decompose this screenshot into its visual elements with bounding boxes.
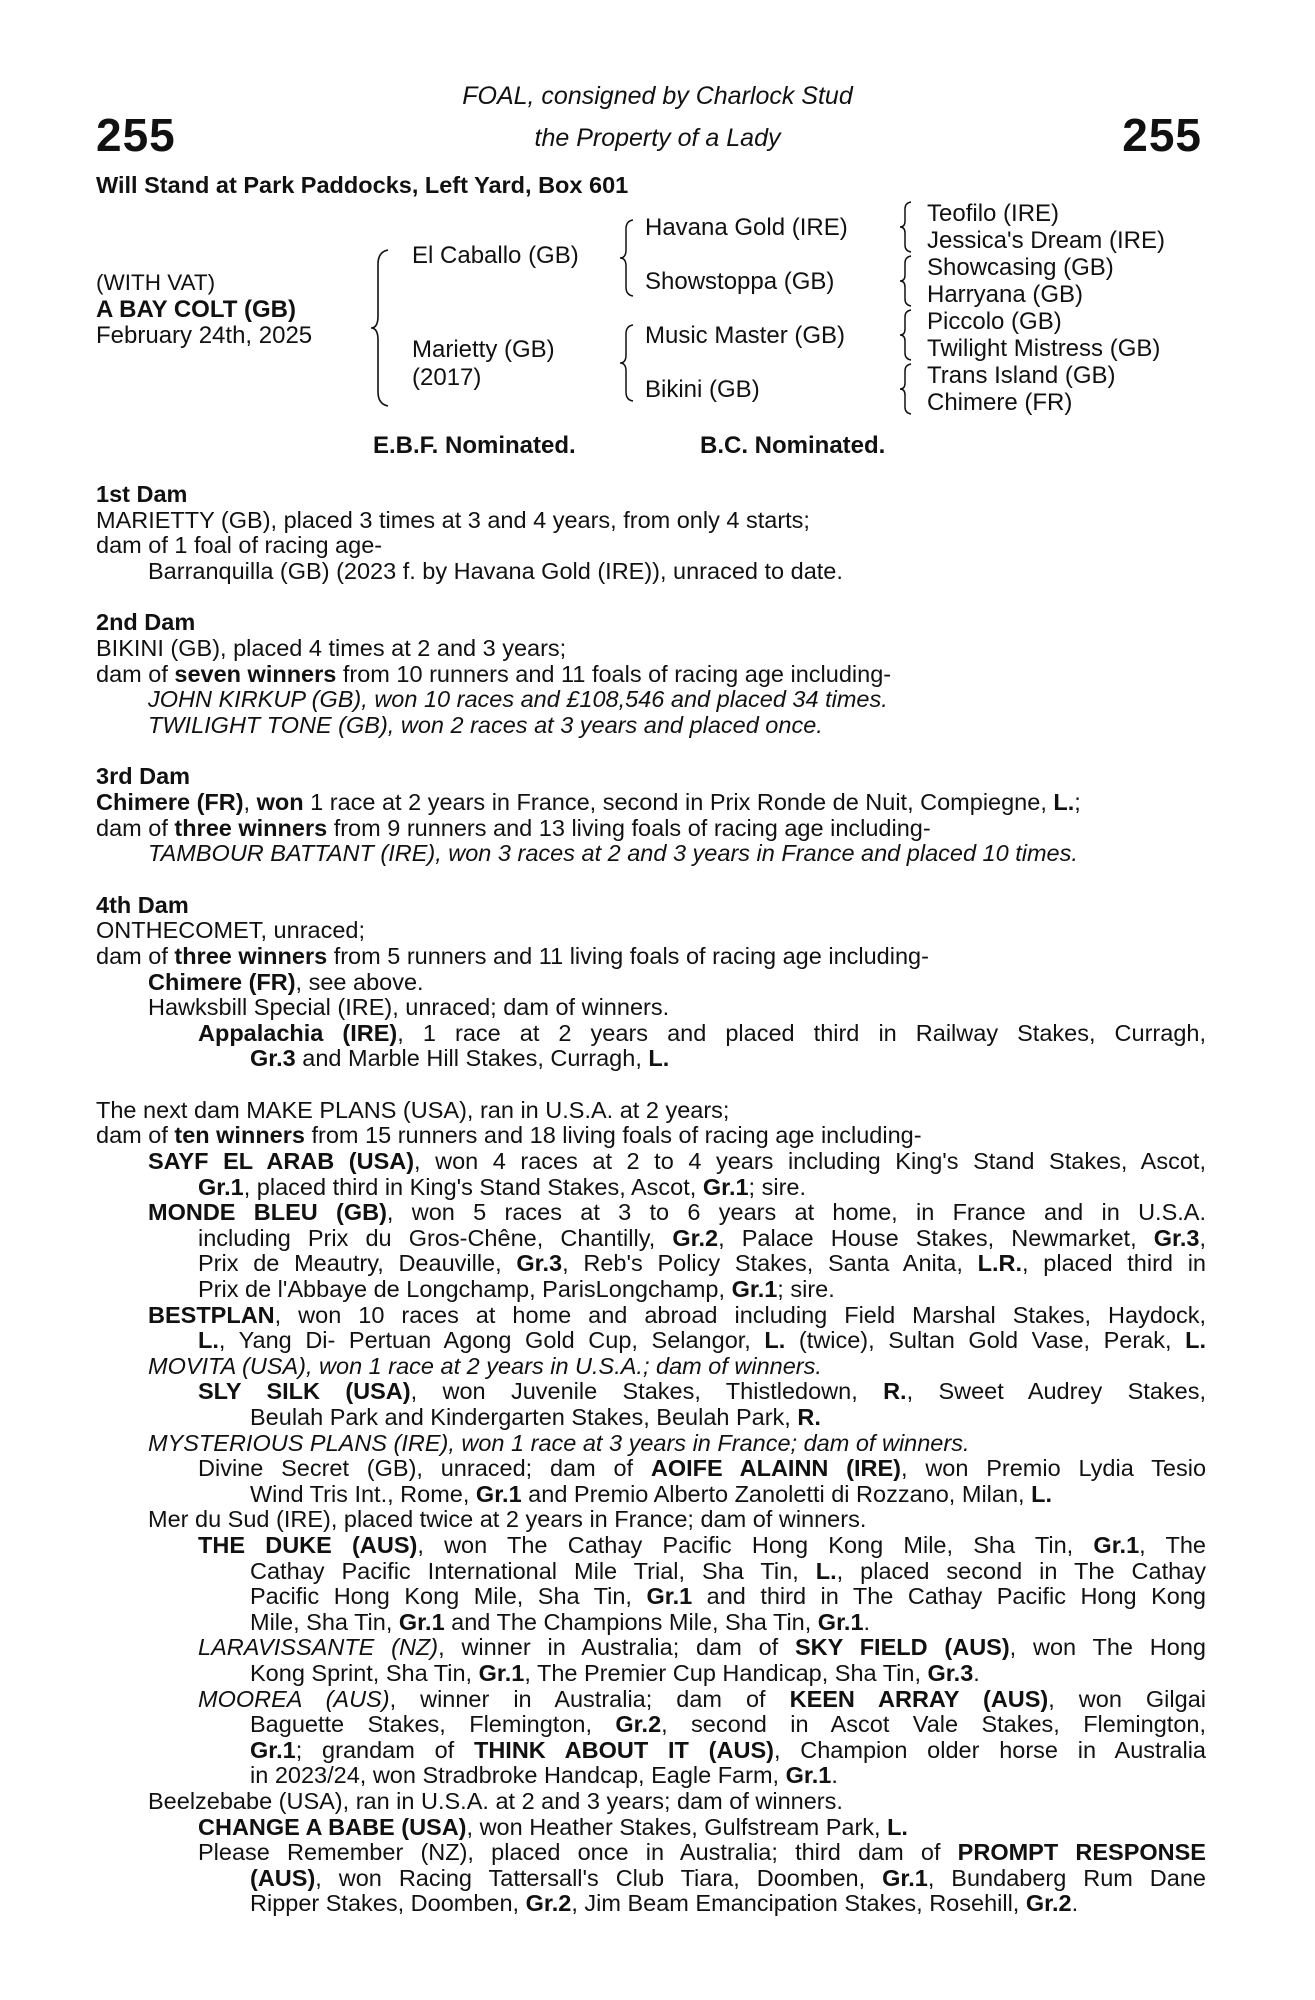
- dam3-heading: 3rd Dam: [96, 763, 191, 790]
- produce-the-duke: Cathay Pacific International Mile Trial, Sha Tin, L., placed second in The Cathay: [250, 1557, 1207, 1584]
- produce-sayf-el-arab: SAYF EL ARAB (USA), won 4 races at 2 to 4 years including King's Stand Stakes, Ascot,: [148, 1148, 1206, 1175]
- pedigree-sire-sire: Havana Gold (IRE): [645, 214, 848, 241]
- dam4-produce: Gr.3 and Marble Hill Stakes, Curragh, L.: [250, 1045, 670, 1072]
- produce-monde-bleu: including Prix du Gros-Chêne, Chantilly, Gr.2, Palace House Stakes, Newmarket, Gr.3,: [198, 1224, 1206, 1251]
- dam2-produce: TWILIGHT TONE (GB), won 2 races at 3 years and placed once.: [148, 711, 823, 738]
- dam1-line: MARIETTY (GB), placed 3 times at 3 and 4 years, from only 4 starts;: [96, 506, 810, 533]
- pedigree-sire: El Caballo (GB): [412, 242, 579, 269]
- dam4-line: dam of three winners from 5 runners and 11 living foals of racing age including-: [96, 942, 929, 969]
- produce-please-remember: Ripper Stakes, Doomben, Gr.2, Jim Beam Emancipation Stakes, Rosehill, Gr.2.: [250, 1890, 1079, 1917]
- dam2-produce: JOHN KIRKUP (GB), won 10 races and £108,546 and placed 34 times.: [148, 686, 888, 713]
- pedigree-gg6: Twilight Mistress (GB): [927, 335, 1161, 362]
- produce-laravissante: LARAVISSANTE (NZ), winner in Australia; dam of SKY FIELD (AUS), won The Hong: [198, 1634, 1206, 1661]
- foaling-date: February 24th, 2025: [96, 322, 313, 349]
- dam1-heading: 1st Dam: [96, 481, 188, 507]
- pedigree-gg1: Teofilo (IRE): [927, 200, 1060, 227]
- produce-moorea: MOOREA (AUS), winner in Australia; dam of KEEN ARRAY (AUS), won Gilgai: [198, 1685, 1206, 1712]
- dam4-produce: Appalachia (IRE), 1 race at 2 years and placed third in Railway Stakes, Curragh,: [198, 1019, 1206, 1046]
- vat-note: (WITH VAT): [96, 270, 216, 295]
- pedigree-brace-g1: [897, 200, 915, 254]
- dam4-produce: Hawksbill Special (IRE), unraced; dam of winners.: [148, 994, 670, 1021]
- pedigree-sire-dam: Showstoppa (GB): [645, 268, 835, 295]
- produce-the-duke: THE DUKE (AUS), won The Cathay Pacific Hong Kong Mile, Sha Tin, Gr.1, The: [198, 1531, 1206, 1558]
- next-dam-line: dam of ten winners from 15 runners and 18 living foals of racing age including-: [96, 1122, 922, 1149]
- pedigree-brace-g4: [897, 362, 915, 416]
- catalogue-body: [96, 482, 1206, 1917]
- produce-monde-bleu: Prix de Meautry, Deauville, Gr.3, Reb's Policy Stakes, Santa Anita, L.R., placed third in: [198, 1250, 1206, 1277]
- pedigree-dam: Marietty (GB): [412, 336, 555, 363]
- produce-mer-du-sud: Mer du Sud (IRE), placed twice at 2 years in France; dam of winners.: [148, 1506, 867, 1533]
- pedigree-brace-g3: [897, 308, 915, 362]
- produce-change-a-babe: CHANGE A BABE (USA), won Heather Stakes, Gulfstream Park, L.: [198, 1813, 908, 1840]
- dam2-heading: 2nd Dam: [96, 609, 196, 636]
- produce-moorea: Gr.1; grandam of THINK ABOUT IT (AUS), Champion older horse in Australia: [250, 1736, 1206, 1763]
- produce-mysterious-plans: MYSTERIOUS PLANS (IRE), won 1 race at 3 years in France; dam of winners.: [148, 1429, 970, 1456]
- produce-sly-silk: SLY SILK (USA), won Juvenile Stakes, Thistledown, R., Sweet Audrey Stakes,: [198, 1378, 1206, 1405]
- produce-movita: MOVITA (USA), won 1 race at 2 years in U.S.A.; dam of winners.: [148, 1352, 822, 1379]
- pedigree-gg3: Showcasing (GB): [927, 254, 1114, 281]
- produce-sayf-el-arab: Gr.1, placed third in King's Stand Stakes, Ascot, Gr.1; sire.: [198, 1173, 807, 1200]
- produce-laravissante: Kong Sprint, Sha Tin, Gr.1, The Premier Cup Handicap, Sha Tin, Gr.3.: [250, 1659, 980, 1686]
- produce-the-duke: Mile, Sha Tin, Gr.1 and The Champions Mile, Sha Tin, Gr.1.: [250, 1608, 871, 1635]
- produce-bestplan: L., Yang Di- Pertuan Agong Gold Cup, Selangor, L. (twice), Sultan Gold Vase, Perak, L.: [198, 1327, 1206, 1354]
- produce-sly-silk: Beulah Park and Kindergarten Stakes, Beulah Park, R.: [250, 1404, 821, 1430]
- dam3-line: Chimere (FR), won 1 race at 2 years in France, second in Prix Ronde de Nuit, Compiegne, L.;: [96, 788, 1081, 815]
- pedigree-dam-year: (2017): [412, 364, 482, 391]
- next-dam-line: The next dam MAKE PLANS (USA), ran in U.S.A. at 2 years;: [96, 1096, 730, 1123]
- pedigree-gg4: Harryana (GB): [927, 281, 1084, 308]
- produce-beelzebabe: Beelzebabe (USA), ran in U.S.A. at 2 and 3 years; dam of winners.: [148, 1787, 843, 1814]
- produce-moorea: Baguette Stakes, Flemington, Gr.2, second in Ascot Vale Stakes, Flemington,: [250, 1711, 1206, 1738]
- dam2-line: BIKINI (GB), placed 4 times at 2 and 3 years;: [96, 634, 567, 661]
- dam4-produce: Chimere (FR), see above.: [148, 968, 424, 995]
- lot-number-right: 255: [1122, 109, 1202, 161]
- produce-divine-secret: Divine Secret (GB), unraced; dam of AOIFE ALAINN (IRE), won Premio Lydia Tesio: [198, 1455, 1207, 1482]
- produce-moorea: in 2023/24, won Stradbroke Handcap, Eagle Farm, Gr.1.: [250, 1762, 838, 1789]
- pedigree-dam-sire: Music Master (GB): [645, 322, 846, 349]
- pedigree-gg7: Trans Island (GB): [927, 362, 1116, 389]
- dam1-produce: Barranquilla (GB) (2023 f. by Havana Gold (IRE)), unraced to date.: [148, 557, 843, 584]
- pedigree-brace-sire: [617, 218, 637, 298]
- stand-location: Will Stand at Park Paddocks, Left Yard, Box 601: [96, 172, 629, 198]
- pedigree-brace-dam: [617, 323, 637, 403]
- pedigree-gg5: Piccolo (GB): [927, 308, 1062, 335]
- dam3-line: dam of three winners from 9 runners and 13 living foals of racing age including-: [96, 814, 931, 841]
- produce-please-remember: Please Remember (NZ), placed once in Australia; third dam of PROMPT RESPONSE: [198, 1839, 1206, 1866]
- pedigree-brace-g2: [897, 254, 915, 308]
- produce-divine-secret: Wind Tris Int., Rome, Gr.1 and Premio Alberto Zanoletti di Rozzano, Milan, L.: [250, 1480, 1052, 1507]
- dam3-produce: TAMBOUR BATTANT (IRE), won 3 races at 2 and 3 years in France and placed 10 times.: [148, 840, 1078, 867]
- horse-name: A BAY COLT (GB): [96, 296, 297, 323]
- pedigree-brace-main: [368, 248, 392, 408]
- consignor-line: FOAL, consigned by Charlock Stud: [462, 82, 853, 110]
- dam2-line: dam of seven winners from 10 runners and 11 foals of racing age including-: [96, 660, 892, 687]
- bc-nomination: B.C. Nominated.: [700, 432, 886, 459]
- pedigree-gg2: Jessica's Dream (IRE): [927, 227, 1165, 254]
- property-line: the Property of a Lady: [534, 124, 781, 152]
- lot-number-left: 255: [96, 109, 176, 161]
- produce-bestplan: BESTPLAN, won 10 races at home and abroad including Field Marshal Stakes, Haydock,: [148, 1301, 1206, 1328]
- dam4-line: ONTHECOMET, unraced;: [96, 917, 366, 944]
- ebf-nomination: E.B.F. Nominated.: [373, 432, 576, 459]
- produce-monde-bleu: MONDE BLEU (GB), won 5 races at 3 to 6 years at home, in France and in U.S.A.: [148, 1199, 1206, 1226]
- pedigree-gg8: Chimere (FR): [927, 389, 1073, 416]
- produce-the-duke: Pacific Hong Kong Mile, Sha Tin, Gr.1 and third in The Cathay Pacific Hong Kong: [250, 1583, 1206, 1610]
- produce-please-remember: (AUS), won Racing Tattersall's Club Tiara, Doomben, Gr.1, Bundaberg Rum Dane: [250, 1864, 1206, 1891]
- pedigree-dam-dam: Bikini (GB): [645, 376, 760, 403]
- dam4-heading: 4th Dam: [96, 891, 189, 918]
- produce-monde-bleu: Prix de l'Abbaye de Longchamp, ParisLongchamp, Gr.1; sire.: [198, 1276, 835, 1303]
- dam1-line: dam of 1 foal of racing age-: [96, 532, 383, 559]
